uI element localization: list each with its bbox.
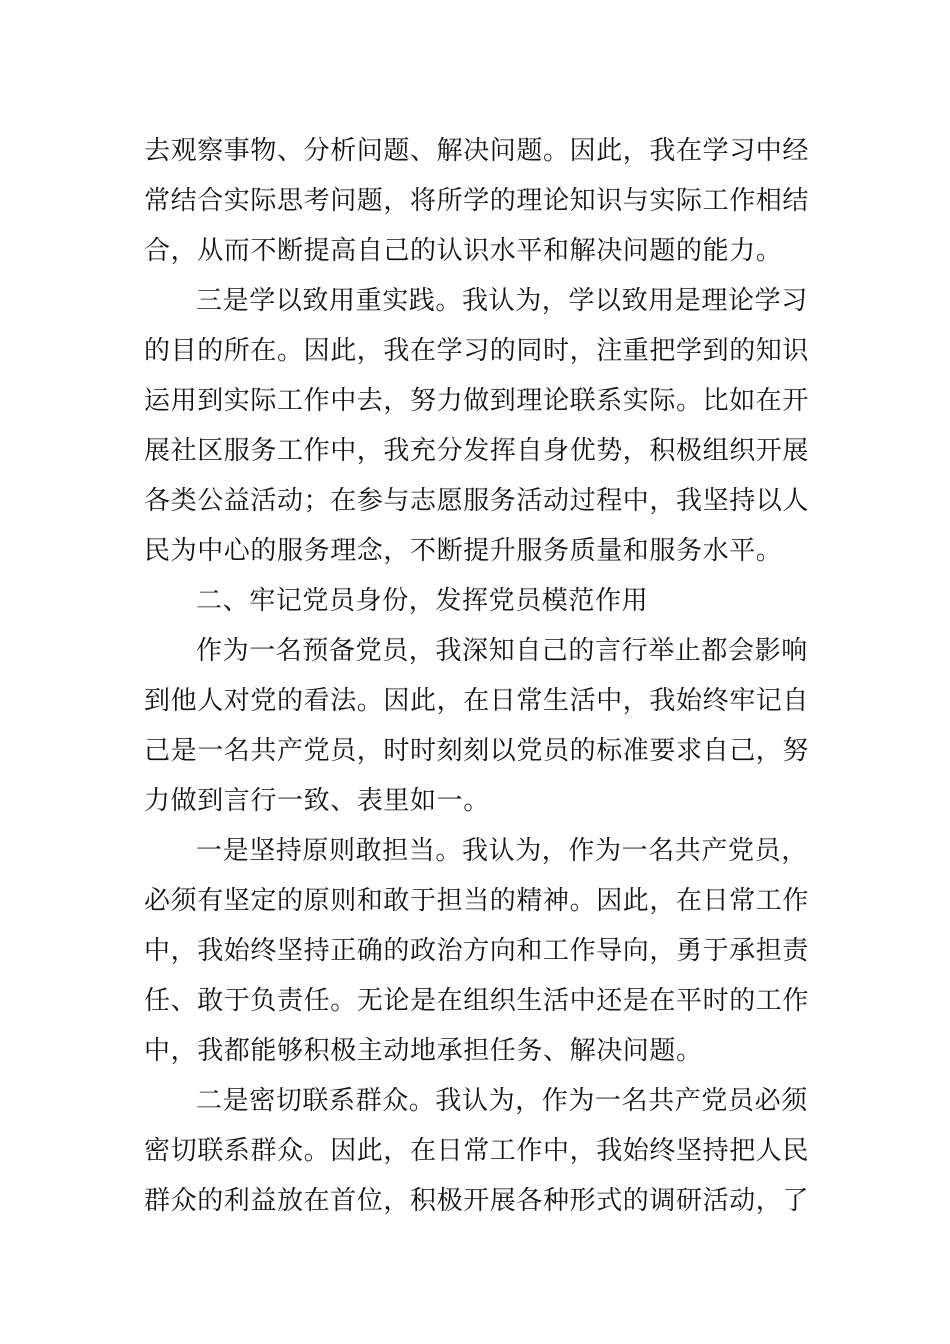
text-line: 到他人对党的看法。因此，在日常生活中，我始终牢记自 — [144, 686, 810, 716]
text-line: 去观察事物、分析问题、解决问题。因此，我在学习中经 — [144, 136, 810, 166]
text-line: 的目的所在。因此，我在学习的同时，注重把学到的知识 — [144, 336, 810, 366]
text-line: 运用到实际工作中去，努力做到理论联系实际。比如在开 — [144, 386, 810, 416]
section-heading: 二、牢记党员身份，发挥党员模范作用 — [196, 586, 649, 616]
text-line: 各类公益活动；在参与志愿服务活动过程中，我坚持以人 — [144, 486, 810, 516]
text-line: 任、敢于负责任。无论是在组织生活中还是在平时的工作 — [144, 986, 810, 1016]
text-line: 群众的利益放在首位，积极开展各种形式的调研活动，了 — [144, 1186, 810, 1216]
text-line: 中，我都能够积极主动地承担任务、解决问题。 — [144, 1036, 703, 1066]
text-line: 一是坚持原则敢担当。我认为，作为一名共产党员， — [196, 836, 808, 866]
text-line: 二是密切联系群众。我认为，作为一名共产党员必须 — [196, 1086, 808, 1116]
text-line: 力做到言行一致、表里如一。 — [144, 786, 490, 816]
text-line: 民为中心的服务理念，不断提升服务质量和服务水平。 — [144, 536, 783, 566]
text-line: 己是一名共产党员，时时刻刻以党员的标准要求自己，努 — [144, 736, 810, 766]
text-line: 展社区服务工作中，我充分发挥自身优势，积极组织开展 — [144, 436, 810, 466]
text-line: 中，我始终坚持正确的政治方向和工作导向，勇于承担责 — [144, 936, 810, 966]
text-line: 常结合实际思考问题，将所学的理论知识与实际工作相结 — [144, 186, 810, 216]
document-body — [144, 126, 810, 1226]
text-line: 作为一名预备党员，我深知自己的言行举止都会影响 — [196, 636, 808, 666]
text-line: 必须有坚定的原则和敢于担当的精神。因此，在日常工作 — [144, 886, 810, 916]
text-line: 三是学以致用重实践。我认为，学以致用是理论学习 — [196, 286, 808, 316]
text-line: 合，从而不断提高自己的认识水平和解决问题的能力。 — [144, 236, 783, 266]
text-line: 密切联系群众。因此，在日常工作中，我始终坚持把人民 — [144, 1136, 810, 1166]
